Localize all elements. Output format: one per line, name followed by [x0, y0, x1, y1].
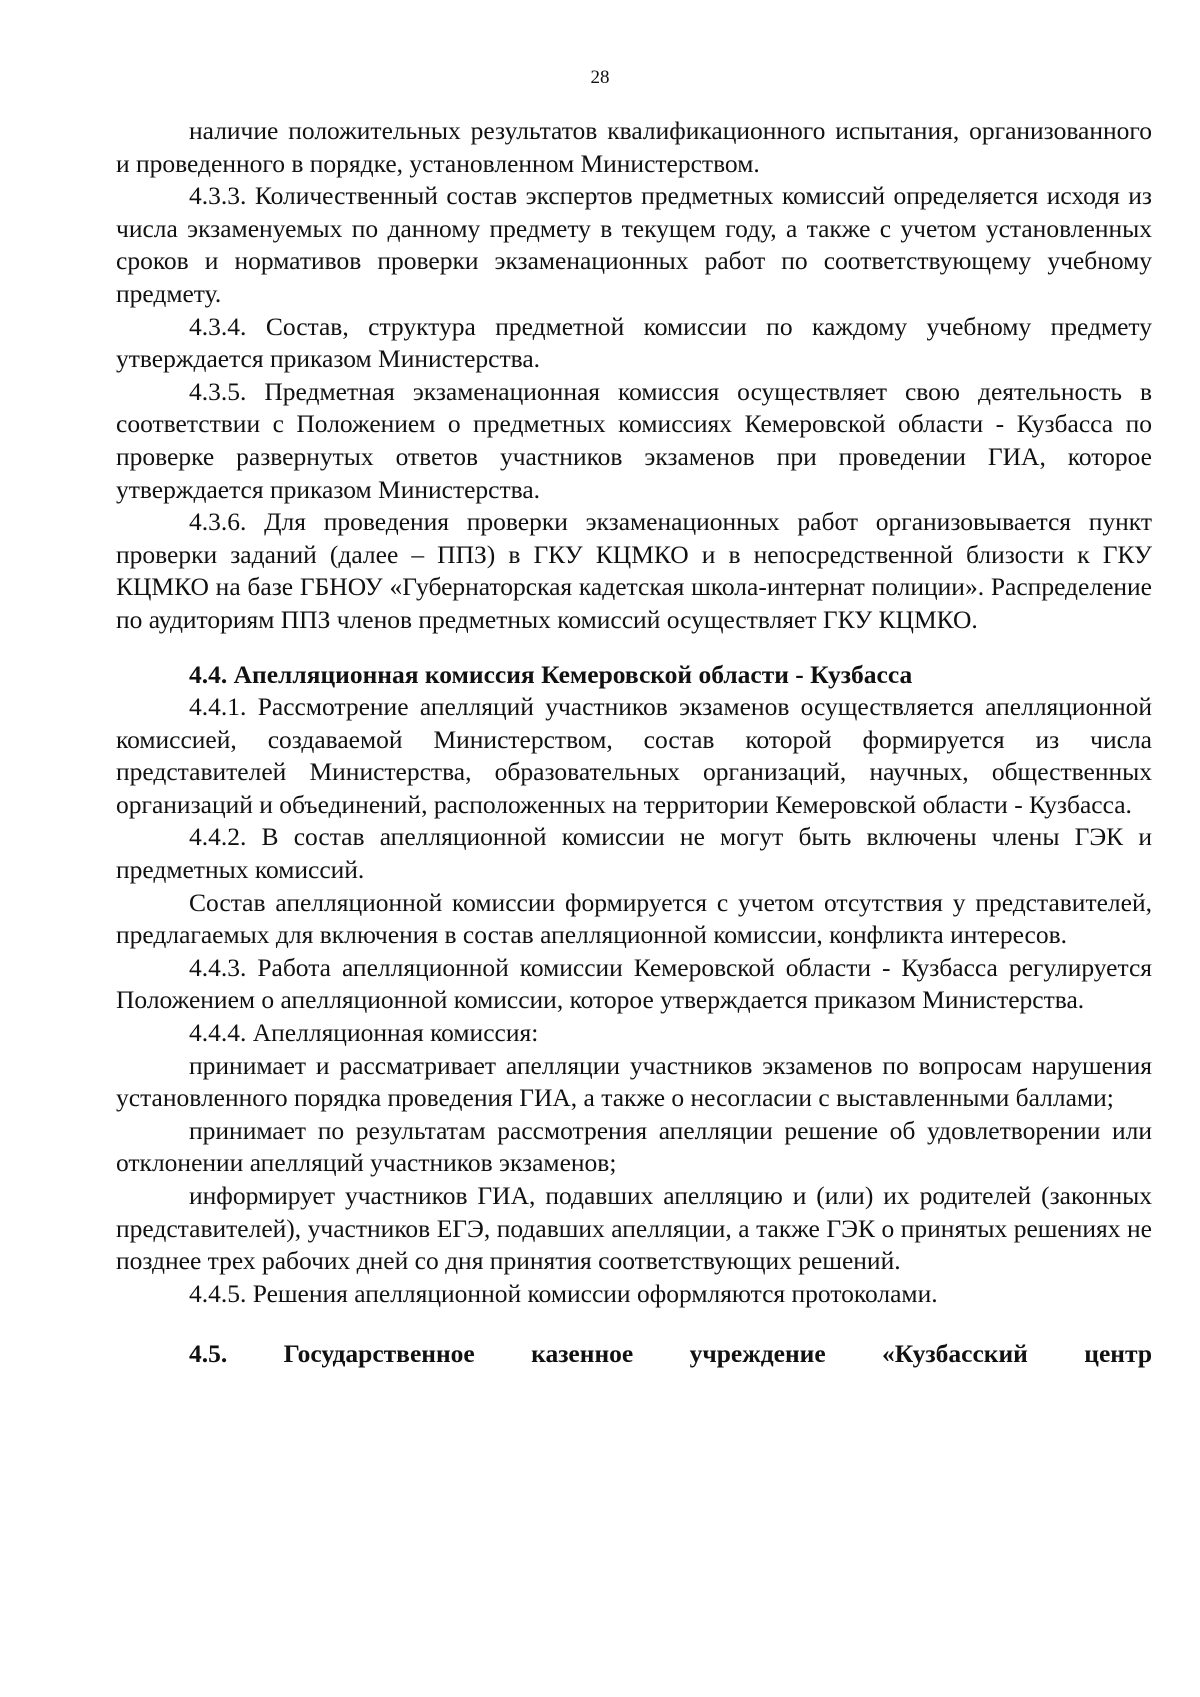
list-item-informs: информирует участников ГИА, подавших апелляцию и (или) их родителей (законных представителей), участников ЕГЭ, подавших апелляции, а также ГЭК о принятых решениях не позднее трех рабочих дней со дня принятия соответствующих решений. — [116, 1181, 1152, 1276]
paragraph-4-4-4: 4.4.4. Апелляционная комиссия: — [189, 1018, 539, 1048]
paragraph-composition: Состав апелляционной комиссии формируется с учетом отсутствия у представителей, предлагаемых для включения в состав апелляционной комиссии, конфликта интересов. — [116, 887, 1152, 950]
paragraph-4-3-6: 4.3.6. Для проведения проверки экзаменационных работ организовывается пункт проверки заданий (далее – ППЗ) в ГКУ КЦМКО и в непосредственной близости к ГКУ КЦМКО на базе ГБНОУ «Губернаторская кадетская школа-интернат полиции». Распределение по аудиториям ППЗ членов предметных комиссий осуществляет ГКУ КЦМКО. — [116, 507, 1152, 634]
paragraph-4-4-5: 4.4.5. Решения апелляционной комиссии оформляются протоколами. — [189, 1278, 938, 1308]
document-body — [116, 115, 1152, 1371]
page-number: 28 — [590, 67, 610, 88]
paragraph-4-4-1: 4.4.1. Рассмотрение апелляций участников экзаменов осуществляется апелляционной комиссией, создаваемой Министерством, состав которой формируется из числа представителей Министерства, образовательных организаций, научных, общественных организаций и объединений, расположенных на территории Кемеровской области - Кузбасса. — [116, 692, 1152, 819]
paragraph-4-3-5: 4.3.5. Предметная экзаменационная комиссия осуществляет свою деятельность в соответствии с Положением о предметных комиссиях Кемеровской области - Кузбасса по проверке развернутых ответов участников экзаменов при проведении ГИА, которое утверждается приказом Министерства. — [116, 376, 1152, 504]
paragraph-4-4-2: 4.4.2. В состав апелляционной комиссии не могут быть включены члены ГЭК и предметных комиссий. — [116, 822, 1152, 885]
list-item-decides: принимает по результатам рассмотрения апелляции решение об удовлетворении или отклонении апелляций участников экзаменов; — [116, 1115, 1152, 1178]
section-heading-4-5: 4.5. Государственное казенное учреждение «Кузбасский центр — [189, 1339, 1152, 1369]
paragraph-4-3-4: 4.3.4. Состав, структура предметной комиссии по каждому учебному предмету утверждается приказом Министерства. — [116, 311, 1152, 374]
list-item-accepts: принимает и рассматривает апелляции участников экзаменов по вопросам нарушения установленного порядка проведения ГИА, а также о несогласии с выставленными баллами; — [116, 1050, 1152, 1113]
paragraph: наличие положительных результатов квалификационного испытания, организованного и проведенного в порядке, установленном Министерством. — [116, 116, 1152, 178]
paragraph-4-4-3: 4.4.3. Работа апелляционной комиссии Кемеровской области - Кузбасса регулируется Положением о апелляционной комиссии, которое утверждается приказом Министерства. — [116, 952, 1152, 1015]
section-heading-4-4: 4.4. Апелляционная комиссия Кемеровской области - Кузбасса — [189, 659, 913, 689]
paragraph-4-3-3: 4.3.3. Количественный состав экспертов предметных комиссий определяется исходя из числа экзаменуемых по данному предмету в текущем году, а также с учетом установленных сроков и нормативов проверки экзаменационных работ по соответствующему учебному предмету. — [116, 181, 1152, 308]
